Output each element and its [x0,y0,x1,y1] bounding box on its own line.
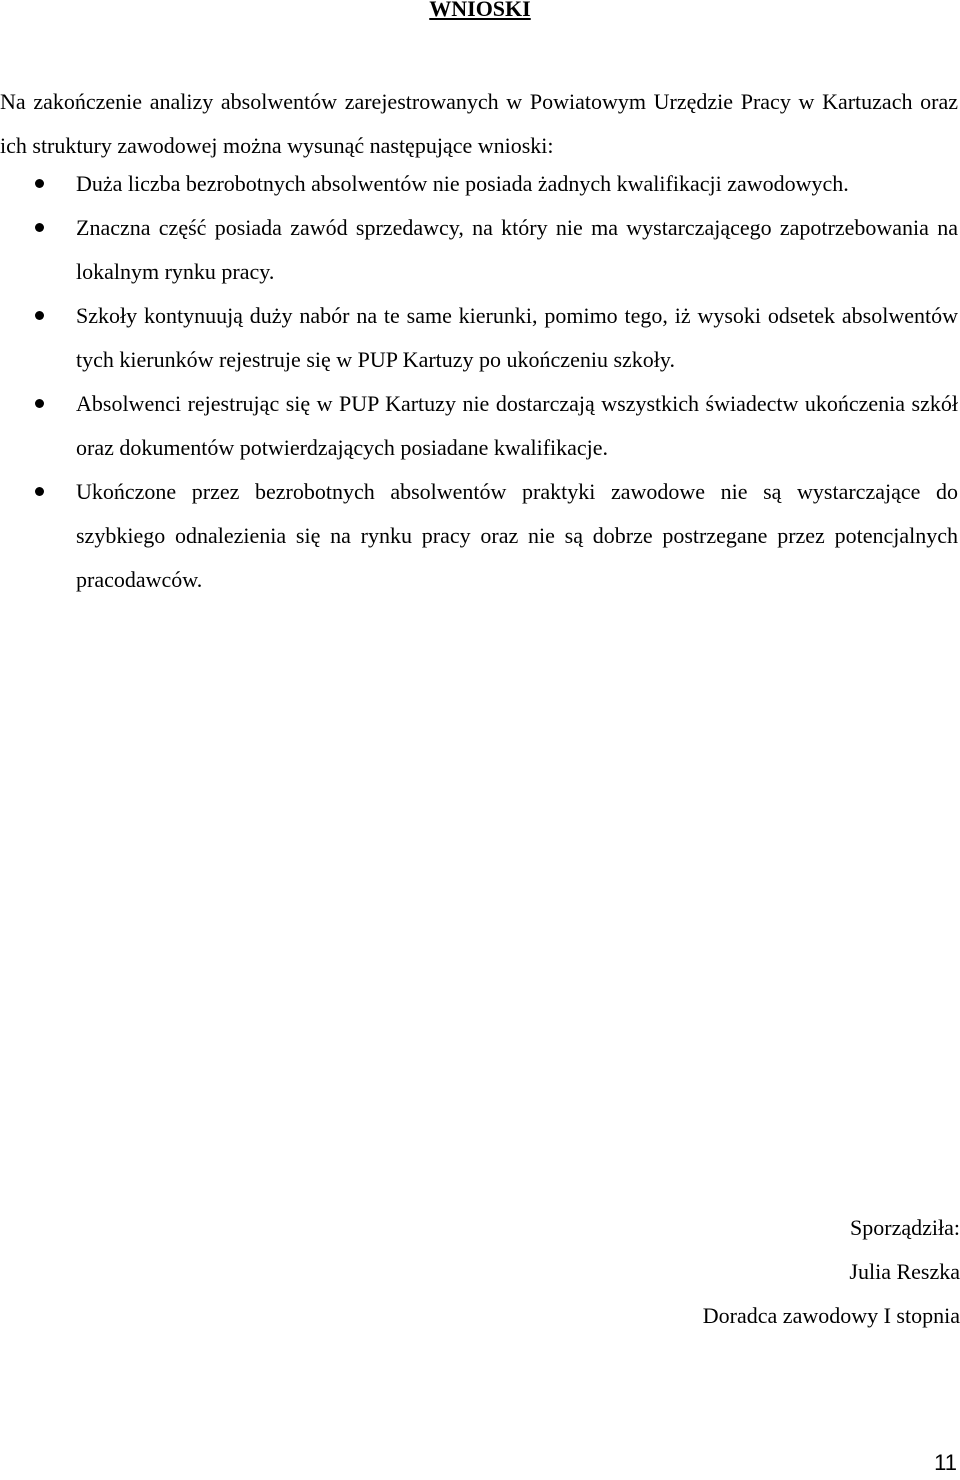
list-item-text: Znaczna część posiada zawód sprzedawcy, na który nie ma wystarczającego zapotrzebowania na lokalnym rynku pracy. [76,215,958,284]
intro-paragraph: Na zakończenie analizy absolwentów zarejestrowanych w Powiatowym Urzędzie Pracy w Kartuzach oraz ich struktury zawodowej można wysunąć następujące wnioski: [0,89,958,158]
signature-position: Doradca zawodowy I stopnia [702,1303,960,1328]
bullet-icon [35,487,44,496]
page-title: WNIOSKI [429,0,531,21]
bullet-icon [35,179,44,188]
list-item-text: Duża liczba bezrobotnych absolwentów nie posiada żadnych kwalifikacji zawodowych. [76,171,849,196]
list-item-text: Absolwenci rejestrując się w PUP Kartuzy nie dostarczają wszystkich świadectw ukończenia szkół oraz dokumentów potwierdzających posiadane kwalifikacje. [76,391,958,460]
bullet-icon [35,223,44,232]
bullet-icon [35,399,44,408]
list-item [0,382,958,470]
list-item [0,470,958,602]
list-item-text: Szkoły kontynuują duży nabór na te same kierunki, pomimo tego, iż wysoki odsetek absolwentów tych kierunków rejestruje się w PUP Kartuzy po ukończeniu szkoły. [76,303,958,372]
signature-name: Julia Reszka [849,1259,960,1284]
conclusions-list [0,162,958,602]
bullet-icon [35,311,44,320]
signature-label: Sporządziła: [850,1215,960,1240]
signature-block [703,1206,960,1338]
page-number: 11 [934,1450,957,1475]
list-item-text: Ukończone przez bezrobotnych absolwentów praktyki zawodowe nie są wystarczające do szybkiego odnalezienia się na rynku pracy oraz nie są dobrze postrzegane przez potencjalnych pracodawców. [76,479,958,592]
list-item [0,294,958,382]
list-item [0,162,958,206]
list-item [0,206,958,294]
